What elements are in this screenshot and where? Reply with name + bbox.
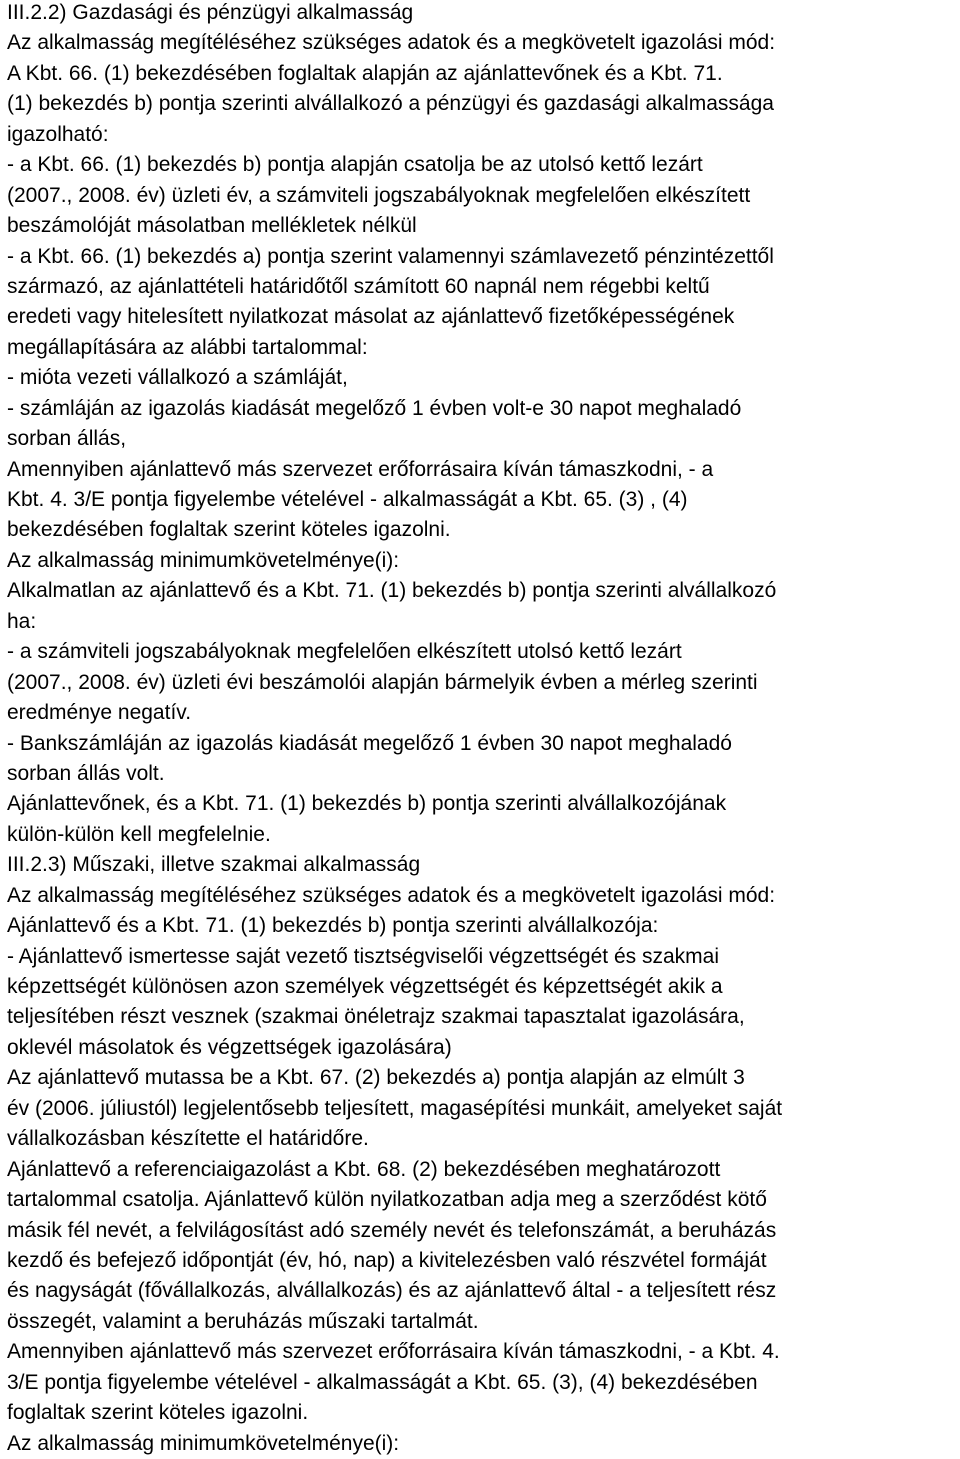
text-line: képzettségét különösen azon személyek végzettségét és képzettségét akik a <box>7 975 723 998</box>
text-line: - Bankszámláján az igazolás kiadását megelőző 1 évben 30 napot meghaladó <box>7 731 732 755</box>
text-line: - a számviteli jogszabályoknak megfelelően elkészített utolsó kettő lezárt <box>7 640 682 664</box>
text-line: külön-külön kell megfelelnie. <box>7 822 271 846</box>
document-body <box>7 0 960 1459</box>
text-line: származó, az ajánlattételi határidőtől számított 60 napnál nem régebbi keltű <box>7 274 710 298</box>
text-line: - Ajánlattevő ismertesse saját vezető tisztségviselői végzettségét és szakmai <box>7 944 719 968</box>
text-line: Alkalmatlan az ajánlattevő és a Kbt. 71. (1) bekezdés b) pontja szerinti alvállalkozó <box>7 579 777 603</box>
text-line: Az alkalmasság megítéléséhez szükséges adatok és a megkövetelt igazolási mód: <box>7 31 776 55</box>
text-line: foglaltak szerint köteles igazolni. <box>7 1401 309 1425</box>
text-line: - a Kbt. 66. (1) bekezdés b) pontja alapján csatolja be az utolsó kettő lezárt <box>7 153 703 177</box>
text-line: (2007., 2008. év) üzleti év, a számviteli jogszabályoknak megfelelően elkészített <box>7 183 751 207</box>
text-line: tartalommal csatolja. Ajánlattevő külön nyilatkozatban adja meg a szerződést kötő <box>7 1188 767 1212</box>
text-line: - számláján az igazolás kiadását megelőző 1 évben volt-e 30 napot meghaladó <box>7 396 742 420</box>
text-line: és nagyságát (fővállalkozás, alvállalkozás) és az ajánlattevő által - a teljesített rész <box>7 1279 777 1303</box>
text-line: Az alkalmasság minimumkövetelménye(i): <box>7 1431 400 1455</box>
text-line: sorban állás volt. <box>7 761 165 785</box>
text-line: Ajánlattevő a referenciaigazolást a Kbt. 68. (2) bekezdésében meghatározott <box>7 1157 721 1181</box>
text-line: Kbt. 4. 3/E pontja figyelembe vételével - alkalmasságát a Kbt. 65. (3) , (4) <box>7 488 688 511</box>
section-heading: III.2.2) Gazdasági és pénzügyi alkalmasság <box>7 1 414 24</box>
text-line: - mióta vezeti vállalkozó a számláját, <box>7 366 348 390</box>
text-line: eredeti vagy hitelesített nyilatkozat másolat az ajánlattevő fizetőképességének <box>7 305 735 329</box>
text-line: megállapítására az alábbi tartalommal: <box>7 335 368 359</box>
text-line: másik fél nevét, a felvilágosítást adó személy nevét és telefonszámát, a beruházás <box>7 1218 777 1242</box>
text-line: Az alkalmasság minimumkövetelménye(i): <box>7 548 400 572</box>
text-line: eredménye negatív. <box>7 701 192 725</box>
text-line: teljesítében részt vesznek (szakmai önéletrajz szakmai tapasztalat igazolására, <box>7 1005 745 1029</box>
text-line: A Kbt. 66. (1) bekezdésében foglaltak alapján az ajánlattevőnek és a Kbt. 71. <box>7 61 723 85</box>
text-line: Ajánlattevő és a Kbt. 71. (1) bekezdés b) pontja szerinti alvállalkozója: <box>7 914 659 938</box>
text-line: Amennyiben ajánlattevő más szervezet erőforrásaira kíván támaszkodni, - a Kbt. 4. <box>7 1340 780 1364</box>
text-line: (1) bekezdés b) pontja szerinti alvállalkozó a pénzügyi és gazdasági alkalmassága <box>7 92 774 116</box>
text-line: igazolható: <box>7 122 109 146</box>
text-line: sorban állás, <box>7 427 127 451</box>
text-line: - a Kbt. 66. (1) bekezdés a) pontja szerint valamennyi számlavezető pénzintézettől <box>7 244 774 268</box>
text-line: Az ajánlattevő mutassa be a Kbt. 67. (2) bekezdés a) pontja alapján az elmúlt 3 <box>7 1066 745 1090</box>
text-line: oklevél másolatok és végzettségek igazolására) <box>7 1035 452 1059</box>
text-line: (2007., 2008. év) üzleti évi beszámolói alapján bármelyik évben a mérleg szerinti <box>7 670 758 694</box>
text-line: kezdő és befejező időpontját (év, hó, nap) a kivitelezésben való részvétel formáját <box>7 1248 767 1272</box>
section-heading: III.2.3) Műszaki, illetve szakmai alkalmasság <box>7 853 421 877</box>
text-line: Az alkalmasság megítéléséhez szükséges adatok és a megkövetelt igazolási mód: <box>7 883 776 907</box>
text-line: összegét, valamint a beruházás műszaki tartalmát. <box>7 1309 479 1333</box>
text-line: Amennyiben ajánlattevő más szervezet erőforrásaira kíván támaszkodni, - a <box>7 457 714 481</box>
text-line: bekezdésében foglaltak szerint köteles igazolni. <box>7 518 451 542</box>
text-line: év (2006. júliustól) legjelentősebb teljesített, magasépítési munkáit, amelyeket saját <box>7 1096 783 1120</box>
text-line: Ajánlattevőnek, és a Kbt. 71. (1) bekezdés b) pontja szerinti alvállalkozójának <box>7 792 727 816</box>
text-line: 3/E pontja figyelembe vételével - alkalmasságát a Kbt. 65. (3), (4) bekezdésében <box>7 1370 758 1394</box>
text-line: vállalkozásban készítette el határidőre. <box>7 1127 369 1151</box>
text-line: ha: <box>7 609 37 633</box>
text-line: beszámolóját másolatban mellékletek nélkül <box>7 214 417 238</box>
